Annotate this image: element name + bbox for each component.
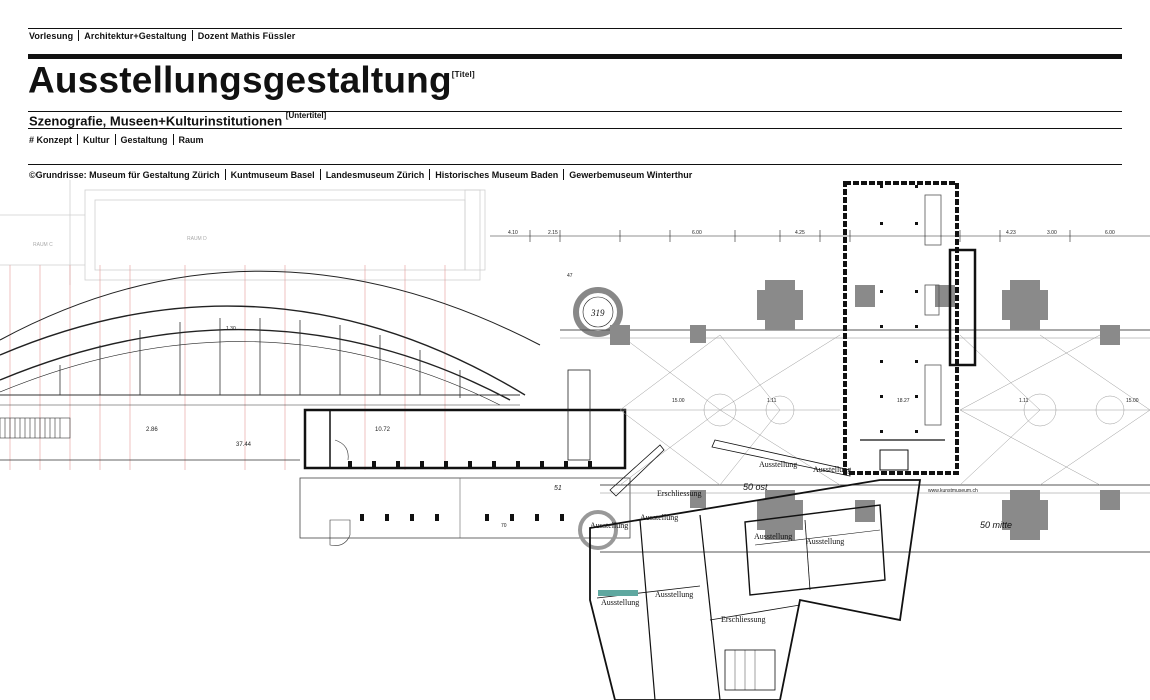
dim-label-12: 4.25 [795, 230, 805, 236]
credit-historisches-museum: Historisches Museum Baden [435, 170, 559, 180]
label-ausstellung-7: Ausstellung [601, 598, 640, 607]
plan-credits [29, 169, 692, 180]
separator [225, 169, 226, 180]
credits-rule [28, 164, 1122, 165]
dim-label-7: 1.30 [226, 326, 236, 332]
tag-list [29, 134, 204, 145]
dim-label-14: 47 [567, 273, 573, 279]
subtitle-rule-bottom [28, 128, 1122, 129]
credit-landesmuseum: Landesmuseum Zürich [325, 170, 425, 180]
separator [320, 169, 321, 180]
dim-label-10b: 6.00 [1105, 230, 1115, 236]
label-ausstellung-3: Ausstellung [590, 521, 629, 530]
separator [78, 30, 79, 41]
dim-label-6: 18.27 [897, 398, 910, 404]
credit-kunstmuseum-basel: Kuntmuseum Basel [230, 170, 315, 180]
subtitle-text: Szenografie, Museen+Kulturinstitutionen [29, 113, 283, 129]
separator [173, 134, 174, 145]
label-erschliessung-2: Erschliessung [721, 615, 766, 624]
tall-building [845, 183, 975, 473]
meta-item-architektur: Architektur+Gestaltung [84, 31, 187, 41]
stair-bottom [330, 440, 350, 546]
subtitle-rule-top [28, 111, 1122, 112]
dim-label-4a: 15.00 [672, 398, 685, 404]
credits-prefix: ©Grundrisse: Museum für Gestaltung Zürich [29, 170, 220, 180]
label-50-mitte: 50 mitte [980, 520, 1013, 530]
label-ausstellung-5: Ausstellung [754, 532, 793, 541]
separator [192, 30, 193, 41]
website-label: www.kunstmuseum.ch [928, 488, 978, 494]
page-title [28, 58, 475, 99]
tag-kultur: Kultur [83, 135, 110, 145]
top-rule [28, 28, 1122, 29]
label-ausstellung-4: Ausstellung [640, 513, 679, 522]
label-50-ost: 50 ost [743, 482, 768, 492]
separator [115, 134, 116, 145]
vault-arcs [0, 271, 540, 405]
page-subtitle [29, 113, 326, 128]
dim-label-5a: 1.11 [767, 398, 777, 404]
meta-item-dozent: Dozent Mathis Füssler [197, 31, 296, 41]
dim-label-10a: 6.00 [692, 230, 702, 236]
tag-raum: Raum [178, 135, 204, 145]
title-text: Ausstellungsgestaltung [28, 59, 452, 101]
tall-building-dots [880, 185, 918, 433]
dim-label-5b: 1.11 [1019, 398, 1029, 404]
dim-label-15: 51 [554, 485, 562, 492]
label-ausstellung-1: Ausstellung [759, 460, 798, 469]
title-tag: [Titel] [451, 70, 475, 79]
raum-c-label: RAUM C [33, 242, 53, 248]
lecture-meta [29, 30, 295, 41]
faint-plan-upper-left [0, 180, 485, 285]
separator [429, 169, 430, 180]
label-ausstellung-8: Ausstellung [655, 590, 694, 599]
dim-label-8: 4.10 [508, 230, 518, 236]
label-ausstellung-6: Ausstellung [806, 537, 845, 546]
vault-ribs [0, 318, 520, 460]
dim-label-4b: 15.00 [1126, 398, 1139, 404]
label-ausstellung-2: Ausstellung [813, 465, 852, 474]
subtitle-tag: [Untertitel] [285, 111, 327, 120]
dim-label-3: 2.86 [146, 427, 158, 433]
stair-left [0, 418, 70, 438]
long-gallery [300, 410, 630, 538]
dim-label-13: 4.23 [1006, 230, 1016, 236]
dim-label-11: 3.00 [1047, 230, 1057, 236]
separator [77, 134, 78, 145]
angled-building [590, 440, 920, 700]
teal-accent [598, 590, 638, 596]
tag-konzept: # Konzept [29, 135, 73, 145]
dim-label-1: 10.72 [375, 427, 391, 433]
room-319-label: 319 [591, 308, 605, 318]
credit-gewerbemuseum: Gewerbemuseum Winterthur [569, 170, 693, 180]
meta-item-vorlesung: Vorlesung [29, 31, 74, 41]
label-erschliessung-1: Erschliessung [657, 489, 702, 498]
separator [563, 169, 564, 180]
tag-gestaltung: Gestaltung [120, 135, 168, 145]
dim-label-2: 37.44 [236, 442, 252, 448]
dim-label-9: 2.15 [548, 230, 558, 236]
dim-label-16: 70 [501, 523, 507, 529]
raum-d-label: RAUM D [187, 236, 207, 242]
